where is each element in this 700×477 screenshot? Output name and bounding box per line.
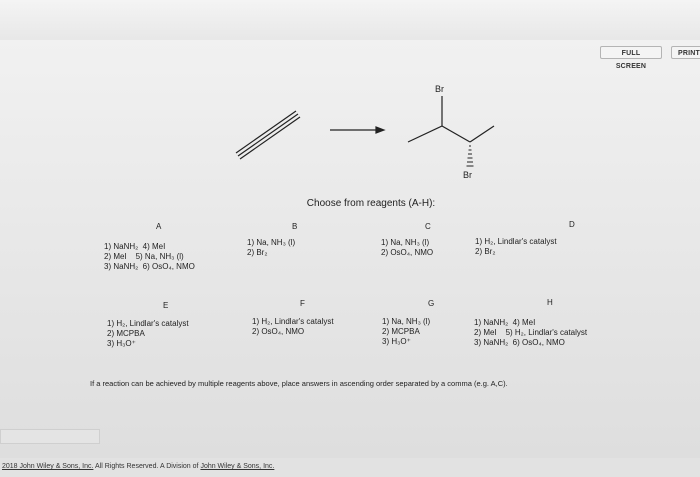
option-line: 3) NaNH₂ 6) OsO₄, NMO [474,338,565,347]
option-line: 1) NaNH₂ 4) MeI [104,242,166,251]
wiley-link[interactable]: John Wiley & Sons, Inc. [200,463,275,470]
product-structure [408,96,494,142]
option-line: 1) NaNH₂ 4) MeI [474,318,536,327]
alkyne-structure [236,111,300,159]
print-button[interactable]: PRINT [671,46,700,59]
option-line: 1) Na, NH₃ (l) [381,238,430,247]
option-f [252,299,334,337]
option-letter: B [292,222,298,231]
option-letter: A [156,222,162,231]
option-line: 2) OsO₄, NMO [381,248,434,257]
copyright-middle: All Rights Reserved. A Division of [93,463,201,470]
full-screen-button[interactable]: FULL SCREEN [600,46,662,59]
option-line: 1) Na, NH₃ (l) [382,317,431,326]
option-line: 2) OsO₄, NMO [252,327,305,336]
copyright-text [2,463,274,470]
option-h [474,298,587,348]
hashed-wedge [467,146,474,166]
reaction-arrow [330,127,384,133]
option-line: 3) H₃O⁺ [107,339,136,348]
option-line: 1) H₂, Lindlar's catalyst [252,317,334,326]
option-e [107,301,189,349]
option-letter: E [163,301,169,310]
top-bar [0,0,700,43]
instructions-text: If a reaction can be achieved by multiple reagents above, place answers in ascending order separated by a comma (e.g. A,C). [90,379,508,388]
option-letter: C [425,222,431,231]
option-a [104,222,195,272]
option-line: 2) MeI 5) H₂, Lindlar's catalyst [474,328,588,337]
option-line: 1) H₂, Lindlar's catalyst [475,237,557,246]
option-g [382,299,435,347]
reaction-scheme [230,82,500,187]
option-line: 2) MCPBA [107,329,145,338]
option-line: 2) Br₂ [475,247,496,256]
br-label-top: Br [435,84,444,94]
option-letter: F [300,299,305,308]
option-line: 2) MCPBA [382,327,420,336]
answer-input[interactable] [0,429,100,444]
option-b [247,222,298,258]
option-letter: G [428,299,435,308]
option-line: 3) NaNH₂ 6) OsO₄, NMO [104,262,195,271]
question-title: Choose from reagents (A-H): [306,198,436,209]
option-letter: H [547,298,553,307]
option-line: 2) Br₂ [247,248,268,257]
option-c [381,222,433,258]
option-line: 1) Na, NH₃ (l) [247,238,296,247]
option-letter: D [569,220,575,229]
option-line: 1) H₂, Lindlar's catalyst [107,319,189,328]
option-line: 3) H₃O⁺ [382,337,411,346]
copyright-prefix: 2018 John Wiley & Sons, Inc. [2,463,94,470]
option-line: 2) MeI 5) Na, NH₃ (l) [104,252,184,261]
br-label-bottom: Br [463,170,472,180]
option-d [475,220,575,257]
